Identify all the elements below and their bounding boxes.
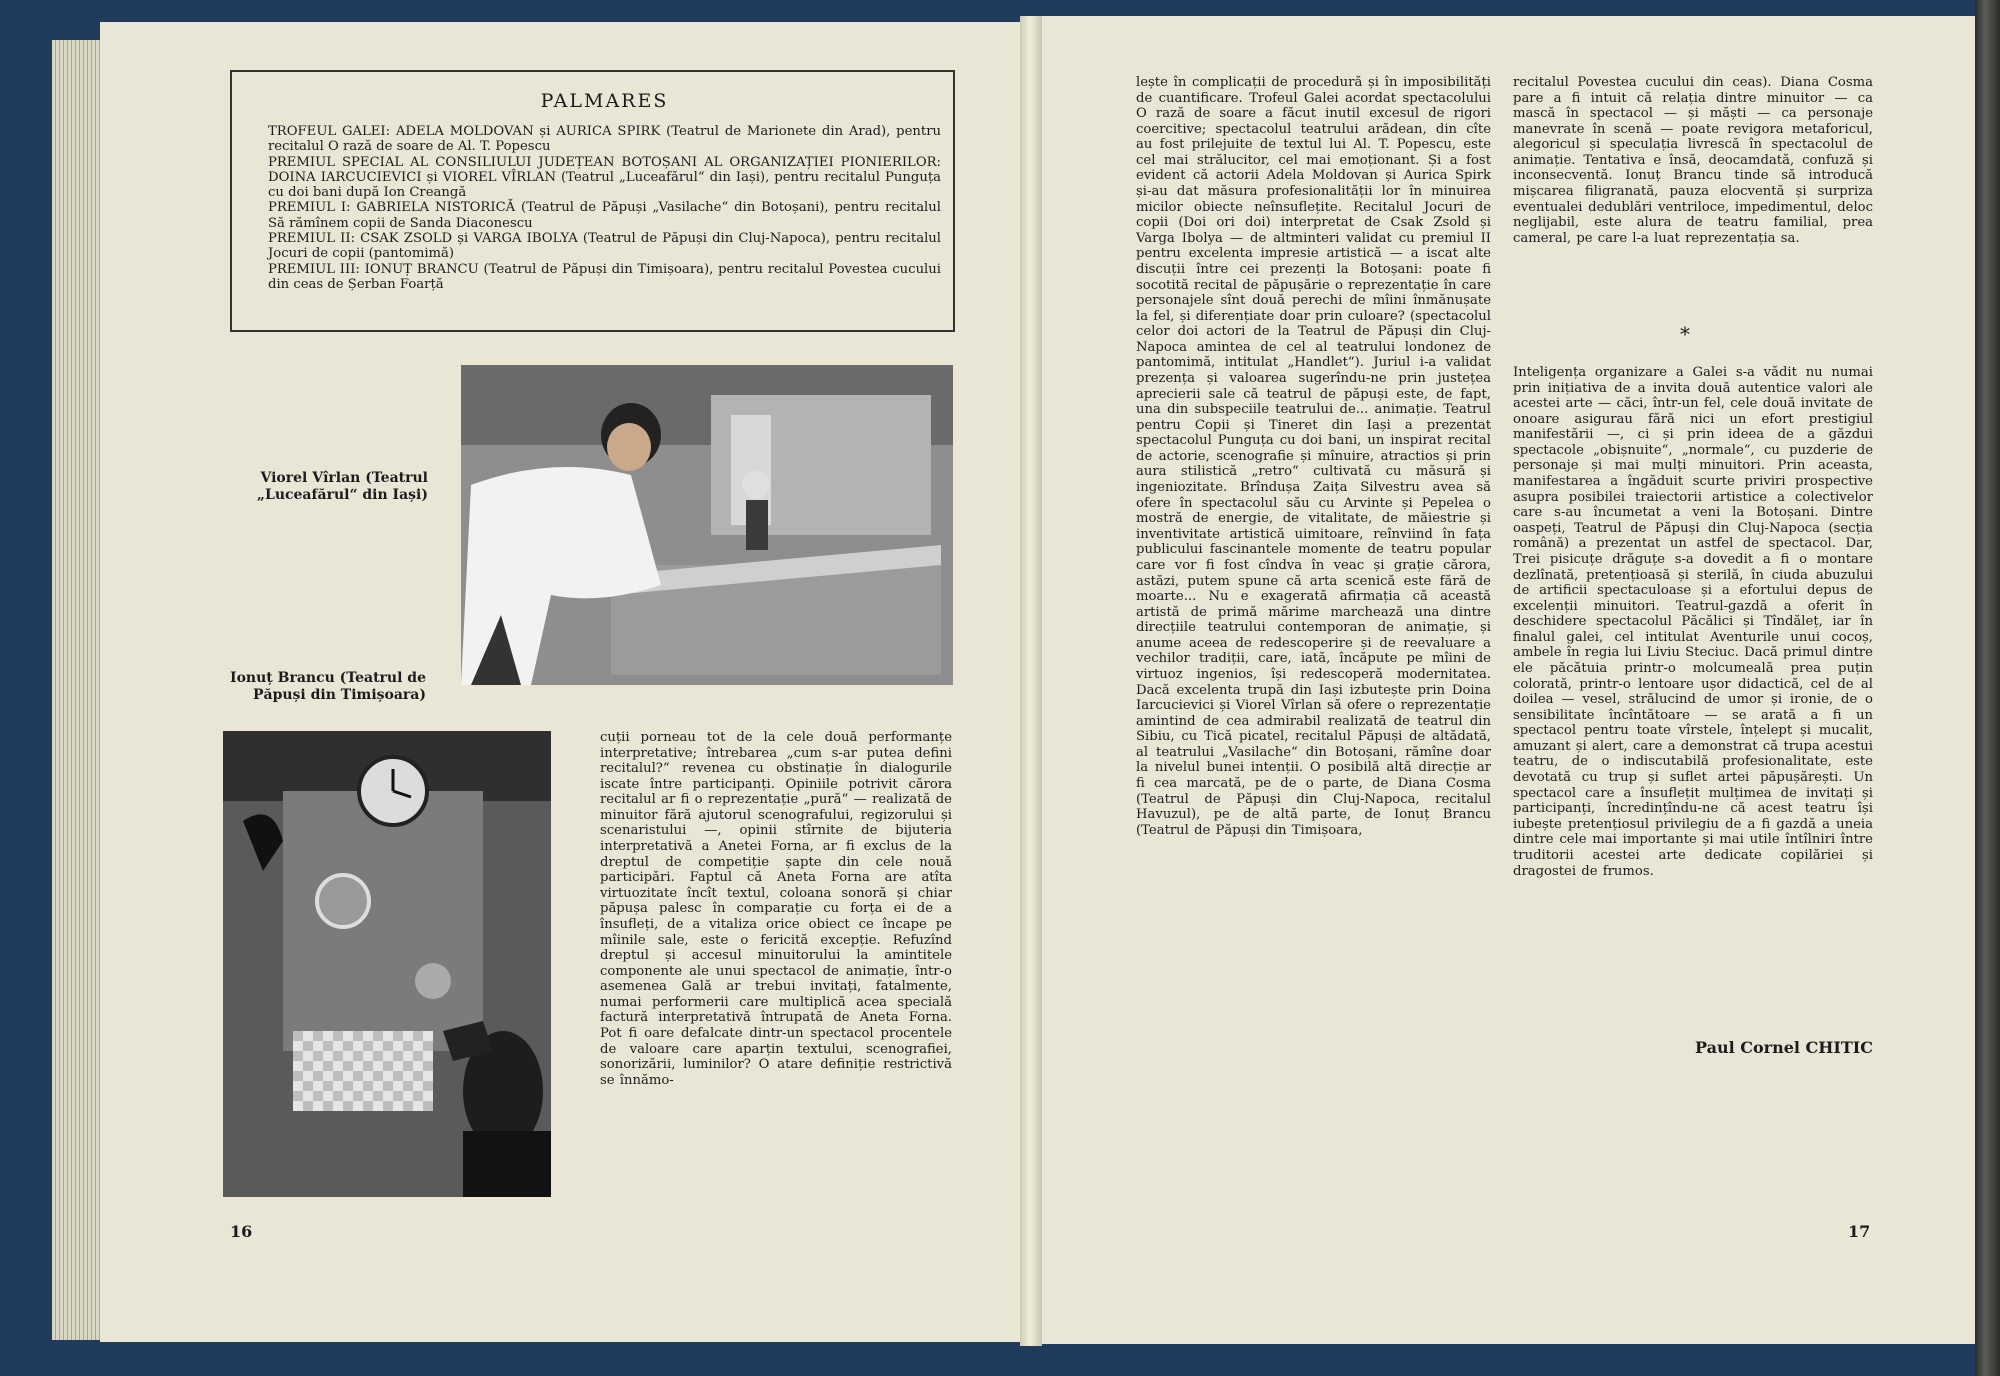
clock-puppet-photo-art bbox=[223, 731, 551, 1197]
palmares-title: PALMARES bbox=[540, 90, 669, 112]
photo-ionut-brancu bbox=[223, 731, 551, 1197]
award-premiul-3: PREMIUL III: IONUȚ BRANCU (Teatrul de Păpuși din Timișoara), pentru recitalul Povestea cucului din ceas de Șerban Foarță bbox=[268, 261, 941, 292]
article-column-right-2-top: recitalul Povestea cucului din ceas). Diana Cosma pare a fi intuit că relația dintre minuitor — ca mască în spectacol — și măști — ca personaje manevrate în scenă — poate revigora metaforicul, alegoricul și speculația livrescă în spectacolul de animație. Tentativa e însă, deocamdată, confuză și inconsecventă. Ionuț Brancu tinde să introducă mișcarea filigranată, pauza elocventă și surpriza eventualei dedublări ventriloce, impedimentul, deloc neglijabil, este alura de teatru familial, prea cameral, pe care l-a luat reprezentația sa. bbox=[1513, 75, 1873, 246]
caption-viorel-virlan: Viorel Vîrlan (Teatrul „Luceafărul“ din Iași) bbox=[256, 470, 428, 503]
award-premiul-1: PREMIUL I: GABRIELA NISTORICĂ (Teatrul de Păpuși „Vasilache“ din Botoșani), pentru recitalul Să rămînem copii de Sanda Diaconescu bbox=[268, 200, 941, 231]
award-premiul-2: PREMIUL II: CSAK ZSOLD și VARGA IBOLYA (Teatrul de Păpuși din Cluj-Napoca), pentru recitalul Jocuri de copii (pantomimă) bbox=[268, 231, 941, 262]
palmares-box bbox=[230, 70, 955, 332]
page-edges bbox=[52, 40, 104, 1340]
photo-viorel-virlan bbox=[461, 365, 953, 685]
article-column-left: cuții porneau tot de la cele două performanțe interpretative; întrebarea „cum s-ar putea defini recitalul?“ revenea cu obstinație în dialogurile iscate între participanți. Opiniile potrivit cărora recitalul ar fi o reprezentație „pură“ — realizată de minuitor fără ajutorul scenografului, regizorului și scenaristului —, opinii stîrnite de bijuteria interpretativă a Anetei Forna, ar fi exclus de la dreptul de competiție șapte din cele nouă participări. Faptul că Aneta Forna are atîta virtuozitate încît textul, coloana sonoră și chiar păpușa palesc în comparație cu forța ei de a însufleți, de a vitaliza orice obiect ce încape pe mîinile sale, este o fericită excepție. Refuzînd dreptul și accesul minuitorului la amintitele componente ale unui spectacol de animație, într-o asemenea Gală ar trebui invitați, fatalmente, numai performerii care multiplică acea specială factură interpretativă întrupată de Aneta Forna. Pot fi oare defalcate dintr-un spectacol procentele de valoare care aparțin textului, scenografiei, sonorizării, luminilor? O atare definiție restrictivă se înnămo- bbox=[600, 730, 952, 1088]
award-trofeu: TROFEUL GALEI: ADELA MOLDOVAN și AURICA SPIRK (Teatrul de Marionete din Arad), pentru recitalul O rază de soare de Al. T. Popescu bbox=[268, 124, 941, 155]
caption-ionut-brancu: Ionuț Brancu (Teatrul de Păpuși din Timișoara) bbox=[230, 670, 426, 703]
puppeteer-photo-art bbox=[461, 365, 953, 685]
article-author: Paul Cornel CHITIC bbox=[1694, 1038, 1873, 1057]
adjacent-page-strip bbox=[1975, 0, 2000, 1376]
page-number-left: 16 bbox=[230, 1222, 253, 1241]
palmares-list bbox=[268, 124, 941, 292]
award-special: PREMIUL SPECIAL AL CONSILIULUI JUDEȚEAN BOTOȘANI AL ORGANIZAȚIEI PIONIERILOR: DOINA IARCUCIEVICI și VIOREL VÎRLAN (Teatrul „Luceafărul“ din Iași), pentru recitalul Punguța cu doi bani după Ion Creangă bbox=[268, 154, 941, 201]
page-number-right: 17 bbox=[1848, 1222, 1871, 1241]
section-separator-asterisk: * bbox=[1680, 322, 1690, 346]
book-spine bbox=[1020, 16, 1042, 1346]
article-column-right-1: lește în complicații de procedură și în imposibilități de cuantificare. Trofeul Galei acordat spectacolului O rază de soare a făcut inutil excesul de rigori coercitive; spectacolul teatrului arădean, din cîte au fost prilejuite de textul lui Al. T. Popescu, este cel mai strălucitor, cel mai emoționant. Și a fost evident că actorii Adela Moldovan și Aurica Spirk și-au dat măsura profesionalității lor în minuirea micilor obiecte neînsuflețite. Recitalul Jocuri de copii (Doi ori doi) interpretat de Csak Zsold și Varga Ibolya — de altminteri validat cu premiul II pentru excelenta impresie artistică — a iscat alte discuții între cei prezenți la Botoșani: poate fi socotită recital de păpușărie o reprezentație în care personajele sînt două perechi de mîini înmănușate la fel, și diferențiate doar prin culoare? (spectacolul celor doi actori de la Teatrul de Păpuși din Cluj-Napoca amintea de cel al teatrului londonez de pantomimă, intitulat „Handlet“). Juriul i-a validat prezența și valoarea sugerîndu-ne prin justețea aprecierii sale că teatrul de păpuși este, de fapt, una din subspeciile teatrului de... animație. Teatrul pentru Copii și Tineret din Iași a prezentat spectacolul Punguța cu doi bani, un inspirat recital de actorie, scenografie și mînuire, atractios și prin aura stilistică „retro“ cultivată cu măsură și ingeniozitate. Brîndușa Zaița Silvestru avea să ofere în spectacolul său cu Arvinte și Pepelea o mostră de energie, de vitalitate, de măiestrie și inventivitate artistică uimitoare, reînviind în fața publicului fascinantele momente de teatru popular care vor fi fost cîndva în veac și grație cărora, astăzi, putem spune că arta scenică este fără de moarte... Nu e exagerată afirmația că această artistă de primă mărime marchează una dintre direcțiile teatrului contemporan de animație, și anume aceea de redescoperire și de reevaluare a vechilor tradiții, care, iată, încăpute pe mîini de virtuoz ingenios, își redescoperă modernitatea. Dacă excelenta trupă din Iași izbutește prin Doina Iarcucievici și Viorel Vîrlan să ofere o reprezentație amintind de cea admirabil realizată de teatrul din Sibiu, cu Tică picatel, recitalul Păpuși de altădată, al teatrului „Vasilache“ din Botoșani, rămîne doar la nivelul bunei intenții. O posibilă altă direcție ar fi cea marcată, pe de o parte, de Diana Cosma (Teatrul de Păpuși din Cluj-Napoca, recitalul Havuzul), pe de altă parte, de Ionuț Brancu (Teatrul de Păpuși din Timișoara, bbox=[1136, 75, 1491, 838]
article-column-right-2-bottom: Inteligența organizare a Galei s-a vădit nu numai prin inițiativa de a invita două autentice valori ale acestei arte — căci, într-un fel, cele două invitate de onoare asigurau fără nici un efort prestigiul manifestării —, ci și prin ideea de a găzdui spectacole „obișnuite“, „normale“, cu puzderie de personaje și mai mulți minuitori. Prin aceasta, manifestarea a îngăduit scurte priviri prospective asupra posibilei traiectorii artistice a colectivelor care s-au încumetat a veni la Botoșani. Dintre oaspeți, Teatrul de Păpuși din Cluj-Napoca (secția română) a prezentat un astfel de spectacol. Dar, Trei pisicuțe drăguțe s-a dovedit a fi o montare dezlînată, pretențioasă și sterilă, în ciuda abuzului de artificii spectaculoase și a efortului depus de excelenții minuitori. Teatrul-gazdă a oferit în deschidere spectacolul Păcălici și Tîndăleț, iar în finalul galei, cel intitulat Aventurile unui cocoș, ambele în regia lui Liviu Steciuc. Dacă primul dintre ele păcătuia printr-o molcumeală prea puțin colorată, printr-o lentoare ușor didactică, cel de al doilea — vesel, strălucind de umor și ironie, de o sensibilitate încîntătoare — se arată a fi un spectacol pentru toate vîrstele, înțelept și mucalit, amuzant și alert, care a demonstrat că trupa acestui teatru, de o indiscutabilă profesionalitate, este devotată cu trup și suflet artei păpușărești. Un spectacol care a însuflețit mulțimea de invitați și participanți, încredințîndu-ne că acest teatru își iubește pretențiosul privilegiu de a fi gazdă a uneia dintre cele mai importante și mai utile întîlniri între truditorii acestei arte dedicate copilăriei și dragostei de frumos. bbox=[1513, 365, 1873, 879]
